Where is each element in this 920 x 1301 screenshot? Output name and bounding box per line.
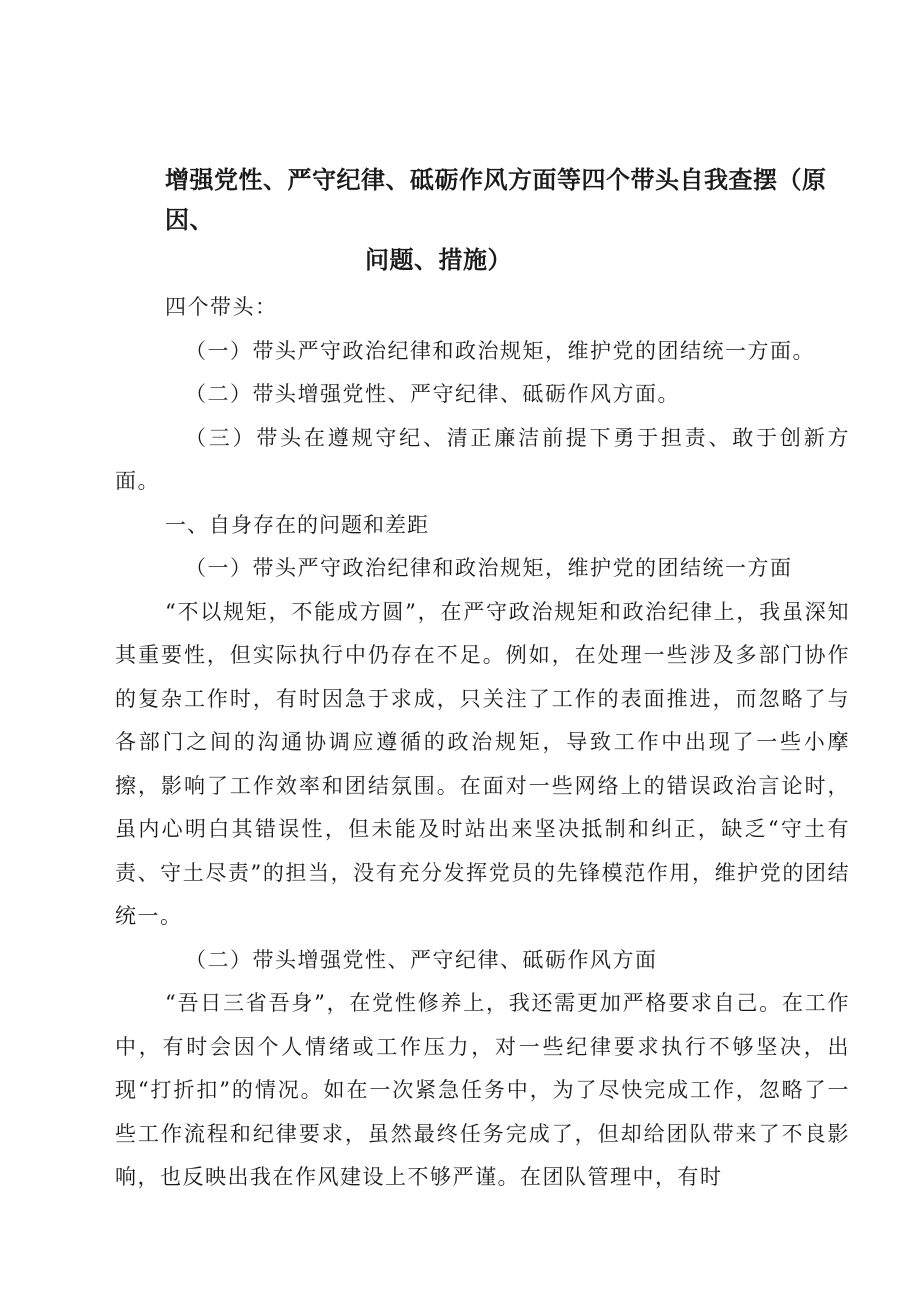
title-line-2: 问题、措施）	[365, 246, 512, 274]
subsection-heading-2: （二）带头增强党性、严守纪律、砥砺作风方面	[185, 947, 658, 972]
paragraph-2: “吾日三省吾身”，在党性修养上，我还需更加严格要求自己。在工作中，有时会因个人情绪或工作压力，对一些纪律要求执行不够坚决，出现“打折扣”的情况。如在一次紧急任务中，为了尽快完成工作，忽略了一些工作流程和纪律要求，虽然最终任务完成了，但却给团队带来了不良影响，也反映出我在作风建设上不够严谨。在团队管理中，有时	[115, 991, 850, 1189]
intro-label: 四个带头：	[165, 295, 278, 319]
title-line-1: 增强党性、严守纪律、砥砺作风方面等四个带头自我查摆（原因、	[165, 166, 827, 234]
intro-item-3: （三）带头在遵规守纪、清正廉洁前提下勇于担责、敢于创新方面。	[115, 425, 850, 493]
document-body	[115, 286, 850, 1200]
subsection-heading-1: （一）带头严守政治纪律和政治规矩，维护党的团结统一方面	[185, 556, 793, 580]
section-heading: 一、自身存在的问题和差距	[165, 512, 429, 537]
intro-item-2: （二）带头增强党性、严守纪律、砥砺作风方面。	[185, 382, 680, 406]
intro-item-1: （一）带头严守政治纪律和政治规矩，维护党的团结统一方面。	[185, 338, 815, 363]
document-title	[165, 160, 845, 280]
paragraph-1: “不以规矩，不能成方圆”，在严守政治规矩和政治纪律上，我虽深知其重要性，但实际执行中仍存在不足。例如，在处理一些涉及多部门协作的复杂工作时，有时因急于求成，只关注了工作的表面推进，而忽略了与各部门之间的沟通协调应遵循的政治规矩，导致工作中出现了一些小摩擦，影响了工作效率和团结氛围。在面对一些网络上的错误政治言论时，虽内心明白其错误性，但未能及时站出来坚决抵制和纠正，缺乏“守土有责、守土尽责”的担当，没有充分发挥党员的先锋模范作用，维护党的团结统一。	[115, 599, 850, 928]
